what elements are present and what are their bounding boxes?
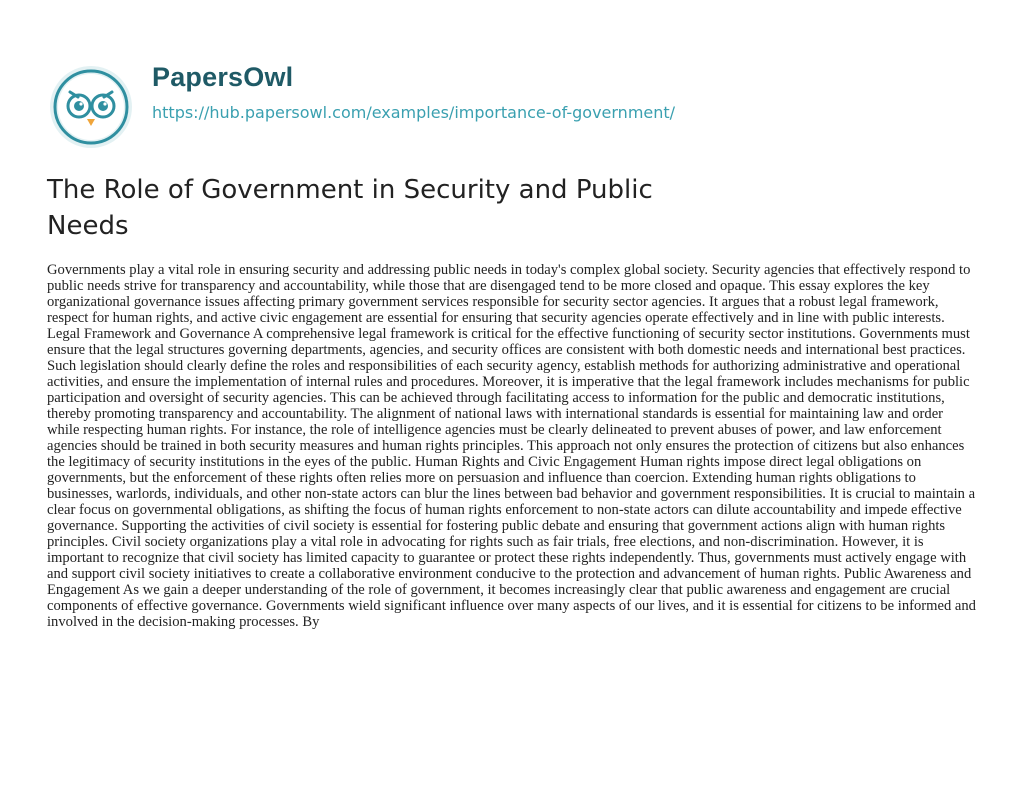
- page-title: The Role of Government in Security and Public Needs: [47, 175, 653, 241]
- brand-name[interactable]: PapersOwl: [152, 62, 294, 92]
- header: [0, 0, 1024, 170]
- source-url-link[interactable]: https://hub.papersowl.com/examples/importance-of-government/: [152, 103, 676, 122]
- owl-face-logo-icon[interactable]: [48, 64, 134, 150]
- essay-body: Governments play a vital role in ensuring security and addressing public needs in today's complex global society. Security agencies that effectively respond to public needs strive for transparency and accountability, while those that are disengaged tend to be more closed and opaque. This essay explores the key organizational governance issues affecting primary government services responsible for security sector agencies. It argues that a robust legal framework, respect for human rights, and active civic engagement are essential for ensuring that security agencies operate effectively and in line with public interests. Legal Framework and Governance A comprehensive legal framework is critical for the effective functioning of security sector institutions. Governments must ensure that the legal structures governing departments, agencies, and security offices are consistent with both domestic needs and international best practices. Such legislation should clearly define the roles and responsibilities of each security agency, establish methods for authorizing administrative and operational activities, and ensure the implementation of internal rules and procedures. Moreover, it is imperative that the legal framework includes mechanisms for public participation and oversight of security agencies. This can be achieved through facilitating access to information for the public and democratic institutions, thereby promoting transparency and accountability. The alignment of national laws with international standards is essential for maintaining law and order while respecting human rights. For instance, the role of intelligence agencies must be clearly delineated to prevent abuses of power, and law enforcement agencies should be trained in both security measures and human rights principles. This approach not only ensures the protection of citizens but also enhances the legitimacy of security institutions in the eyes of the public. Human Rights and Civic Engagement Human rights impose direct legal obligations on governments, but the enforcement of these rights often relies more on persuasion and influence than coercion. Extending human rights obligations to businesses, warlords, individuals, and other non-state actors can blur the lines between bad behavior and government responsibilities. It is crucial to maintain a clear focus on governmental obligations, as shifting the focus of human rights enforcement to non-state actors can dilute accountability and impede effective governance. Supporting the activities of civil society is essential for fostering public debate and ensuring that government actions align with human rights principles. Civil society organizations play a vital role in advocating for rights such as fair trials, free elections, and non-discrimination. However, it is important to recognize that civil society has limited capacity to guarantee or protect these rights independently. Thus, governments must actively engage with and support civil society initiatives to create a collaborative environment conducive to the protection and advancement of human rights. Public Awareness and Engagement As we gain a deeper understanding of the role of government, it becomes increasingly clear that public awareness and engagement are crucial components of effective governance. Governments wield significant influence over many aspects of our lives, and it is essential for citizens to be informed and involved in the decision-making processes. By: [47, 262, 976, 630]
